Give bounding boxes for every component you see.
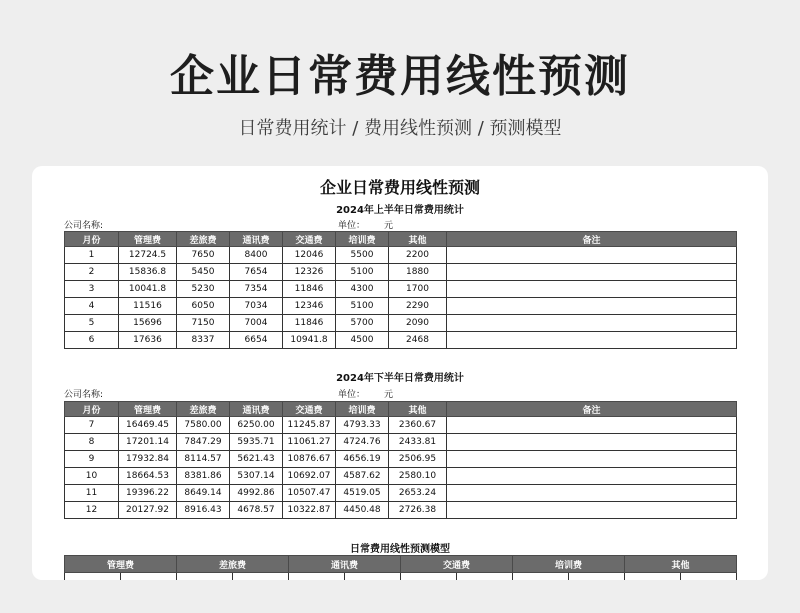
- table-cell[interactable]: 17932.84: [119, 451, 177, 468]
- table-cell[interactable]: 4500: [336, 332, 389, 349]
- table-cell[interactable]: 8381.86: [177, 468, 230, 485]
- table-cell[interactable]: 10041.8: [119, 281, 177, 298]
- column-header: 交通费: [283, 232, 336, 247]
- table-cell[interactable]: 4300: [336, 281, 389, 298]
- table-cell[interactable]: 5621.43: [230, 451, 283, 468]
- table-cell[interactable]: [447, 417, 737, 434]
- column-header: 差旅费: [177, 232, 230, 247]
- table-cell[interactable]: 2090: [389, 315, 447, 332]
- unit-label: 单位：: [338, 390, 366, 400]
- table-row: [65, 247, 737, 264]
- h1-expense-table: [64, 231, 737, 349]
- model-cell[interactable]: [121, 573, 177, 581]
- company-name-label: 公司名称:: [64, 221, 104, 231]
- table-cell[interactable]: [447, 315, 737, 332]
- table-cell[interactable]: [447, 485, 737, 502]
- table-cell[interactable]: 6250.00: [230, 417, 283, 434]
- table-cell[interactable]: [447, 451, 737, 468]
- table-row: [65, 417, 737, 434]
- table-cell[interactable]: 2580.10: [389, 468, 447, 485]
- table-cell[interactable]: 5: [65, 315, 119, 332]
- table-cell[interactable]: 2653.24: [389, 485, 447, 502]
- company-name-label: 公司名称:: [64, 390, 104, 400]
- table-cell[interactable]: 4793.33: [336, 417, 389, 434]
- table-cell[interactable]: [447, 281, 737, 298]
- table-cell[interactable]: 15836.8: [119, 264, 177, 281]
- table-cell[interactable]: [447, 298, 737, 315]
- model-column-header: 交通费: [401, 556, 513, 573]
- table-cell[interactable]: 4587.62: [336, 468, 389, 485]
- table-row: [65, 264, 737, 281]
- table-cell[interactable]: 12046: [283, 247, 336, 264]
- table-cell[interactable]: 1700: [389, 281, 447, 298]
- table-cell[interactable]: 5307.14: [230, 468, 283, 485]
- table-cell[interactable]: [447, 434, 737, 451]
- table-cell[interactable]: [447, 264, 737, 281]
- table-cell[interactable]: 8337: [177, 332, 230, 349]
- model-column-header: 差旅费: [177, 556, 289, 573]
- table-cell[interactable]: 6654: [230, 332, 283, 349]
- table-cell[interactable]: 11: [65, 485, 119, 502]
- table-row: [65, 451, 737, 468]
- table-cell[interactable]: 11846: [283, 281, 336, 298]
- model-cell[interactable]: [569, 573, 625, 581]
- table-cell[interactable]: 7654: [230, 264, 283, 281]
- table-cell[interactable]: 11245.87: [283, 417, 336, 434]
- column-header: 月份: [65, 232, 119, 247]
- column-header: 管理费: [119, 232, 177, 247]
- column-header: 差旅费: [177, 402, 230, 417]
- page-title: 企业日常费用线性预测: [170, 51, 630, 102]
- table-cell[interactable]: 4724.76: [336, 434, 389, 451]
- column-header: 培训费: [336, 232, 389, 247]
- page-subtitle: 日常费用统计 / 费用线性预测 / 预测模型: [238, 118, 562, 139]
- table-cell[interactable]: 7650: [177, 247, 230, 264]
- column-header: 其他: [389, 232, 447, 247]
- table-cell[interactable]: 10507.47: [283, 485, 336, 502]
- table-cell[interactable]: 5450: [177, 264, 230, 281]
- table-cell[interactable]: 11061.27: [283, 434, 336, 451]
- table-cell[interactable]: 7150: [177, 315, 230, 332]
- model-cell[interactable]: [401, 573, 457, 581]
- table-cell[interactable]: 4: [65, 298, 119, 315]
- table-row: [65, 434, 737, 451]
- table-cell[interactable]: 7004: [230, 315, 283, 332]
- table-cell[interactable]: 19396.22: [119, 485, 177, 502]
- table-cell[interactable]: 2468: [389, 332, 447, 349]
- column-header: 备注: [447, 402, 737, 417]
- unit-value: 元: [384, 221, 394, 231]
- table-cell[interactable]: 10941.8: [283, 332, 336, 349]
- table-cell[interactable]: 17201.14: [119, 434, 177, 451]
- table-cell[interactable]: 5700: [336, 315, 389, 332]
- table-cell[interactable]: 10322.87: [283, 502, 336, 519]
- table-cell[interactable]: 7580.00: [177, 417, 230, 434]
- table-cell[interactable]: 12724.5: [119, 247, 177, 264]
- table-cell[interactable]: 5100: [336, 264, 389, 281]
- model-column-header: 其他: [625, 556, 737, 573]
- table-cell[interactable]: 10876.67: [283, 451, 336, 468]
- table-cell[interactable]: 16469.45: [119, 417, 177, 434]
- model-cell[interactable]: [457, 573, 513, 581]
- table-cell[interactable]: 17636: [119, 332, 177, 349]
- table-cell[interactable]: 2200: [389, 247, 447, 264]
- table-cell[interactable]: 5935.71: [230, 434, 283, 451]
- column-header: 交通费: [283, 402, 336, 417]
- table-cell[interactable]: 8649.14: [177, 485, 230, 502]
- table-cell[interactable]: 12326: [283, 264, 336, 281]
- table-cell[interactable]: 5500: [336, 247, 389, 264]
- table-row: [65, 298, 737, 315]
- table-cell[interactable]: 4656.19: [336, 451, 389, 468]
- table-cell[interactable]: 2726.38: [389, 502, 447, 519]
- table-cell[interactable]: 4519.05: [336, 485, 389, 502]
- table-cell[interactable]: 2433.81: [389, 434, 447, 451]
- table-cell[interactable]: [447, 468, 737, 485]
- column-header: 备注: [447, 232, 737, 247]
- table-cell[interactable]: 2360.67: [389, 417, 447, 434]
- table-cell[interactable]: 2290: [389, 298, 447, 315]
- table-cell[interactable]: 3: [65, 281, 119, 298]
- column-header: 培训费: [336, 402, 389, 417]
- table-cell[interactable]: 5100: [336, 298, 389, 315]
- table-cell[interactable]: 6050: [177, 298, 230, 315]
- h2-section-title: 2024年下半年日常费用统计: [336, 373, 464, 384]
- table-cell[interactable]: 6: [65, 332, 119, 349]
- column-header: 通讯费: [230, 402, 283, 417]
- table-cell[interactable]: 18664.53: [119, 468, 177, 485]
- model-column-header: 通讯费: [289, 556, 401, 573]
- table-cell[interactable]: 8400: [230, 247, 283, 264]
- table-cell[interactable]: [447, 502, 737, 519]
- column-header: 通讯费: [230, 232, 283, 247]
- table-row: [65, 281, 737, 298]
- table-cell[interactable]: 15696: [119, 315, 177, 332]
- table-cell[interactable]: 7034: [230, 298, 283, 315]
- table-cell[interactable]: 8114.57: [177, 451, 230, 468]
- model-cell[interactable]: [625, 573, 681, 581]
- table-cell[interactable]: 11516: [119, 298, 177, 315]
- model-column-header: 管理费: [65, 556, 177, 573]
- table-cell[interactable]: 5230: [177, 281, 230, 298]
- model-cell[interactable]: [681, 573, 737, 581]
- column-header: 其他: [389, 402, 447, 417]
- model-cell[interactable]: [345, 573, 401, 581]
- h1-section-title: 2024年上半年日常费用统计: [336, 205, 464, 216]
- table-cell[interactable]: 20127.92: [119, 502, 177, 519]
- column-header: 月份: [65, 402, 119, 417]
- h2-expense-table: [64, 401, 737, 519]
- table-cell[interactable]: 12: [65, 502, 119, 519]
- table-cell[interactable]: 1880: [389, 264, 447, 281]
- model-cell[interactable]: [233, 573, 289, 581]
- table-cell[interactable]: 7847.29: [177, 434, 230, 451]
- table-cell[interactable]: 7: [65, 417, 119, 434]
- table-row: [65, 502, 737, 519]
- table-cell[interactable]: 4992.86: [230, 485, 283, 502]
- unit-value: 元: [384, 390, 394, 400]
- table-cell[interactable]: 4450.48: [336, 502, 389, 519]
- table-cell[interactable]: 2: [65, 264, 119, 281]
- table-cell[interactable]: 12346: [283, 298, 336, 315]
- table-row: [65, 332, 737, 349]
- model-cell[interactable]: [513, 573, 569, 581]
- table-row: [65, 468, 737, 485]
- table-cell[interactable]: 11846: [283, 315, 336, 332]
- table-cell[interactable]: [447, 247, 737, 264]
- table-cell[interactable]: [447, 332, 737, 349]
- unit-label: 单位：: [338, 221, 366, 231]
- model-cell[interactable]: [289, 573, 345, 581]
- table-cell[interactable]: 10: [65, 468, 119, 485]
- table-cell[interactable]: 2506.95: [389, 451, 447, 468]
- table-cell[interactable]: 1: [65, 247, 119, 264]
- document-card: [32, 166, 768, 580]
- model-cell[interactable]: [65, 573, 121, 581]
- model-cell[interactable]: [177, 573, 233, 581]
- table-cell[interactable]: 8916.43: [177, 502, 230, 519]
- document-title: 企业日常费用线性预测: [319, 178, 480, 197]
- model-section-title: 日常费用线性预测模型: [350, 544, 450, 555]
- table-row: [65, 315, 737, 332]
- column-header: 管理费: [119, 402, 177, 417]
- table-cell[interactable]: 10692.07: [283, 468, 336, 485]
- model-column-header: 培训费: [513, 556, 625, 573]
- model-table: [64, 555, 737, 580]
- table-cell[interactable]: 4678.57: [230, 502, 283, 519]
- table-row: [65, 485, 737, 502]
- table-cell[interactable]: 9: [65, 451, 119, 468]
- table-cell[interactable]: 8: [65, 434, 119, 451]
- table-cell[interactable]: 7354: [230, 281, 283, 298]
